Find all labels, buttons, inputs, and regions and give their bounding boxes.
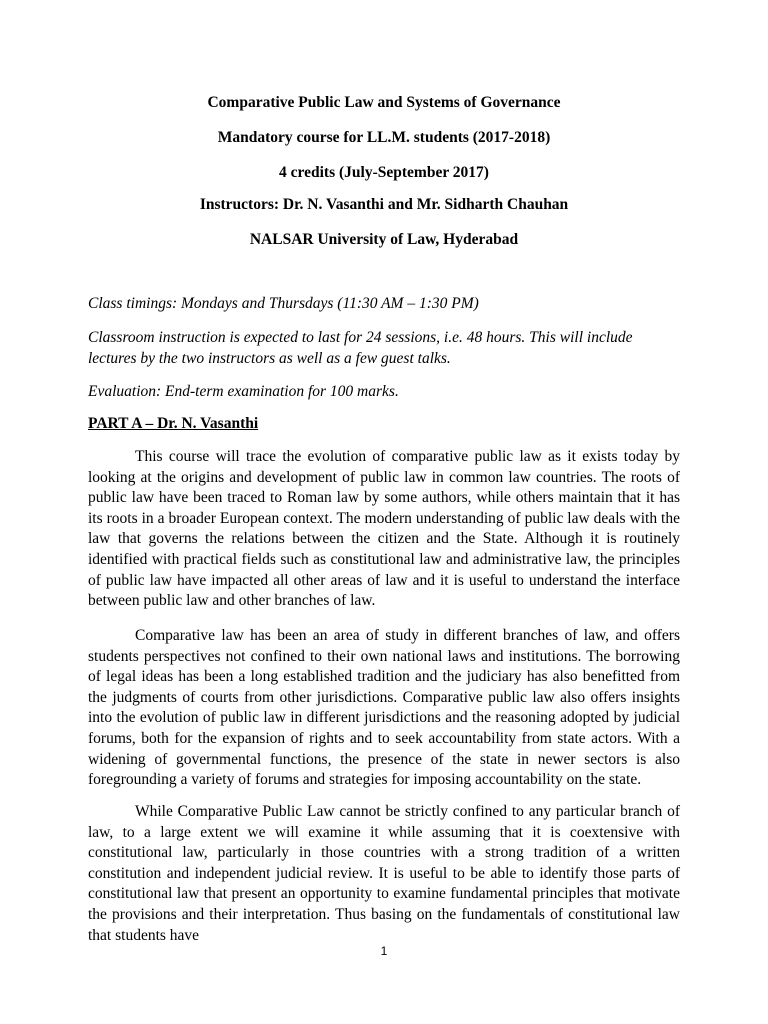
paragraph-1: This course will trace the evolution of comparative public law as it exists today by looking at the origins and development of public law in common law countries. The roots of public law have been traced to Roman law by some authors, while others maintain that it has its roots in a broader European context. The modern understanding of public law deals with the law that governs the relations between the citizen and the State. Although it is routinely identified with practical fields such as constitutional law and administrative law, the principles of public law have impacted all other areas of law and it is useful to understand the interface between public law and other branches of law. [88,448,680,610]
university-name: NALSAR University of Law, Hyderabad [249,231,519,248]
page-number: 1 [380,944,388,958]
course-type: Mandatory course for LL.M. students (2017-2018) [217,129,551,146]
course-instructors: Instructors: Dr. N. Vasanthi and Mr. Sidharth Chauhan [199,196,569,213]
paragraph-2: Comparative law has been an area of study in different branches of law, and offers students perspectives not confined to their own national laws and institutions. The borrowing of legal ideas has been a long established tradition and the judiciary has also benefitted from the judgments of courts from other jurisdictions. Comparative public law also offers insights into the evolution of public law in different jurisdictions and the reasoning adopted by judicial forums, both for the expansion of rights and to seek accountability from state actors. With a widening of governmental functions, the presence of the state in newer sectors is also foregrounding a variety of forums and strategies for imposing accountability on the state. [88,627,680,789]
paragraph-3: While Comparative Public Law cannot be strictly confined to any particular branch of law, to a large extent we will examine it while assuming that it is coextensive with constitutional law, particularly in those countries with a strong tradition of a written constitution and independent judicial review. It is useful to be able to identify those parts of constitutional law that present an opportunity to examine fundamental principles that motivate the provisions and their interpretation. Thus basing on the fundamentals of constitutional law that students have [88,803,680,944]
instruction-note: Classroom instruction is expected to last for 24 sessions, i.e. 48 hours. This will include lectures by the two instructors as well as a few guest talks. [88,329,633,367]
class-timings: Class timings: Mondays and Thursdays (11:30 AM – 1:30 PM) [88,295,479,312]
part-a-heading: PART A – Dr. N. Vasanthi [88,415,259,432]
evaluation-note: Evaluation: End-term examination for 100 marks. [88,383,399,400]
course-title: Comparative Public Law and Systems of Governance [207,94,561,111]
course-credits: 4 credits (July-September 2017) [279,164,489,181]
